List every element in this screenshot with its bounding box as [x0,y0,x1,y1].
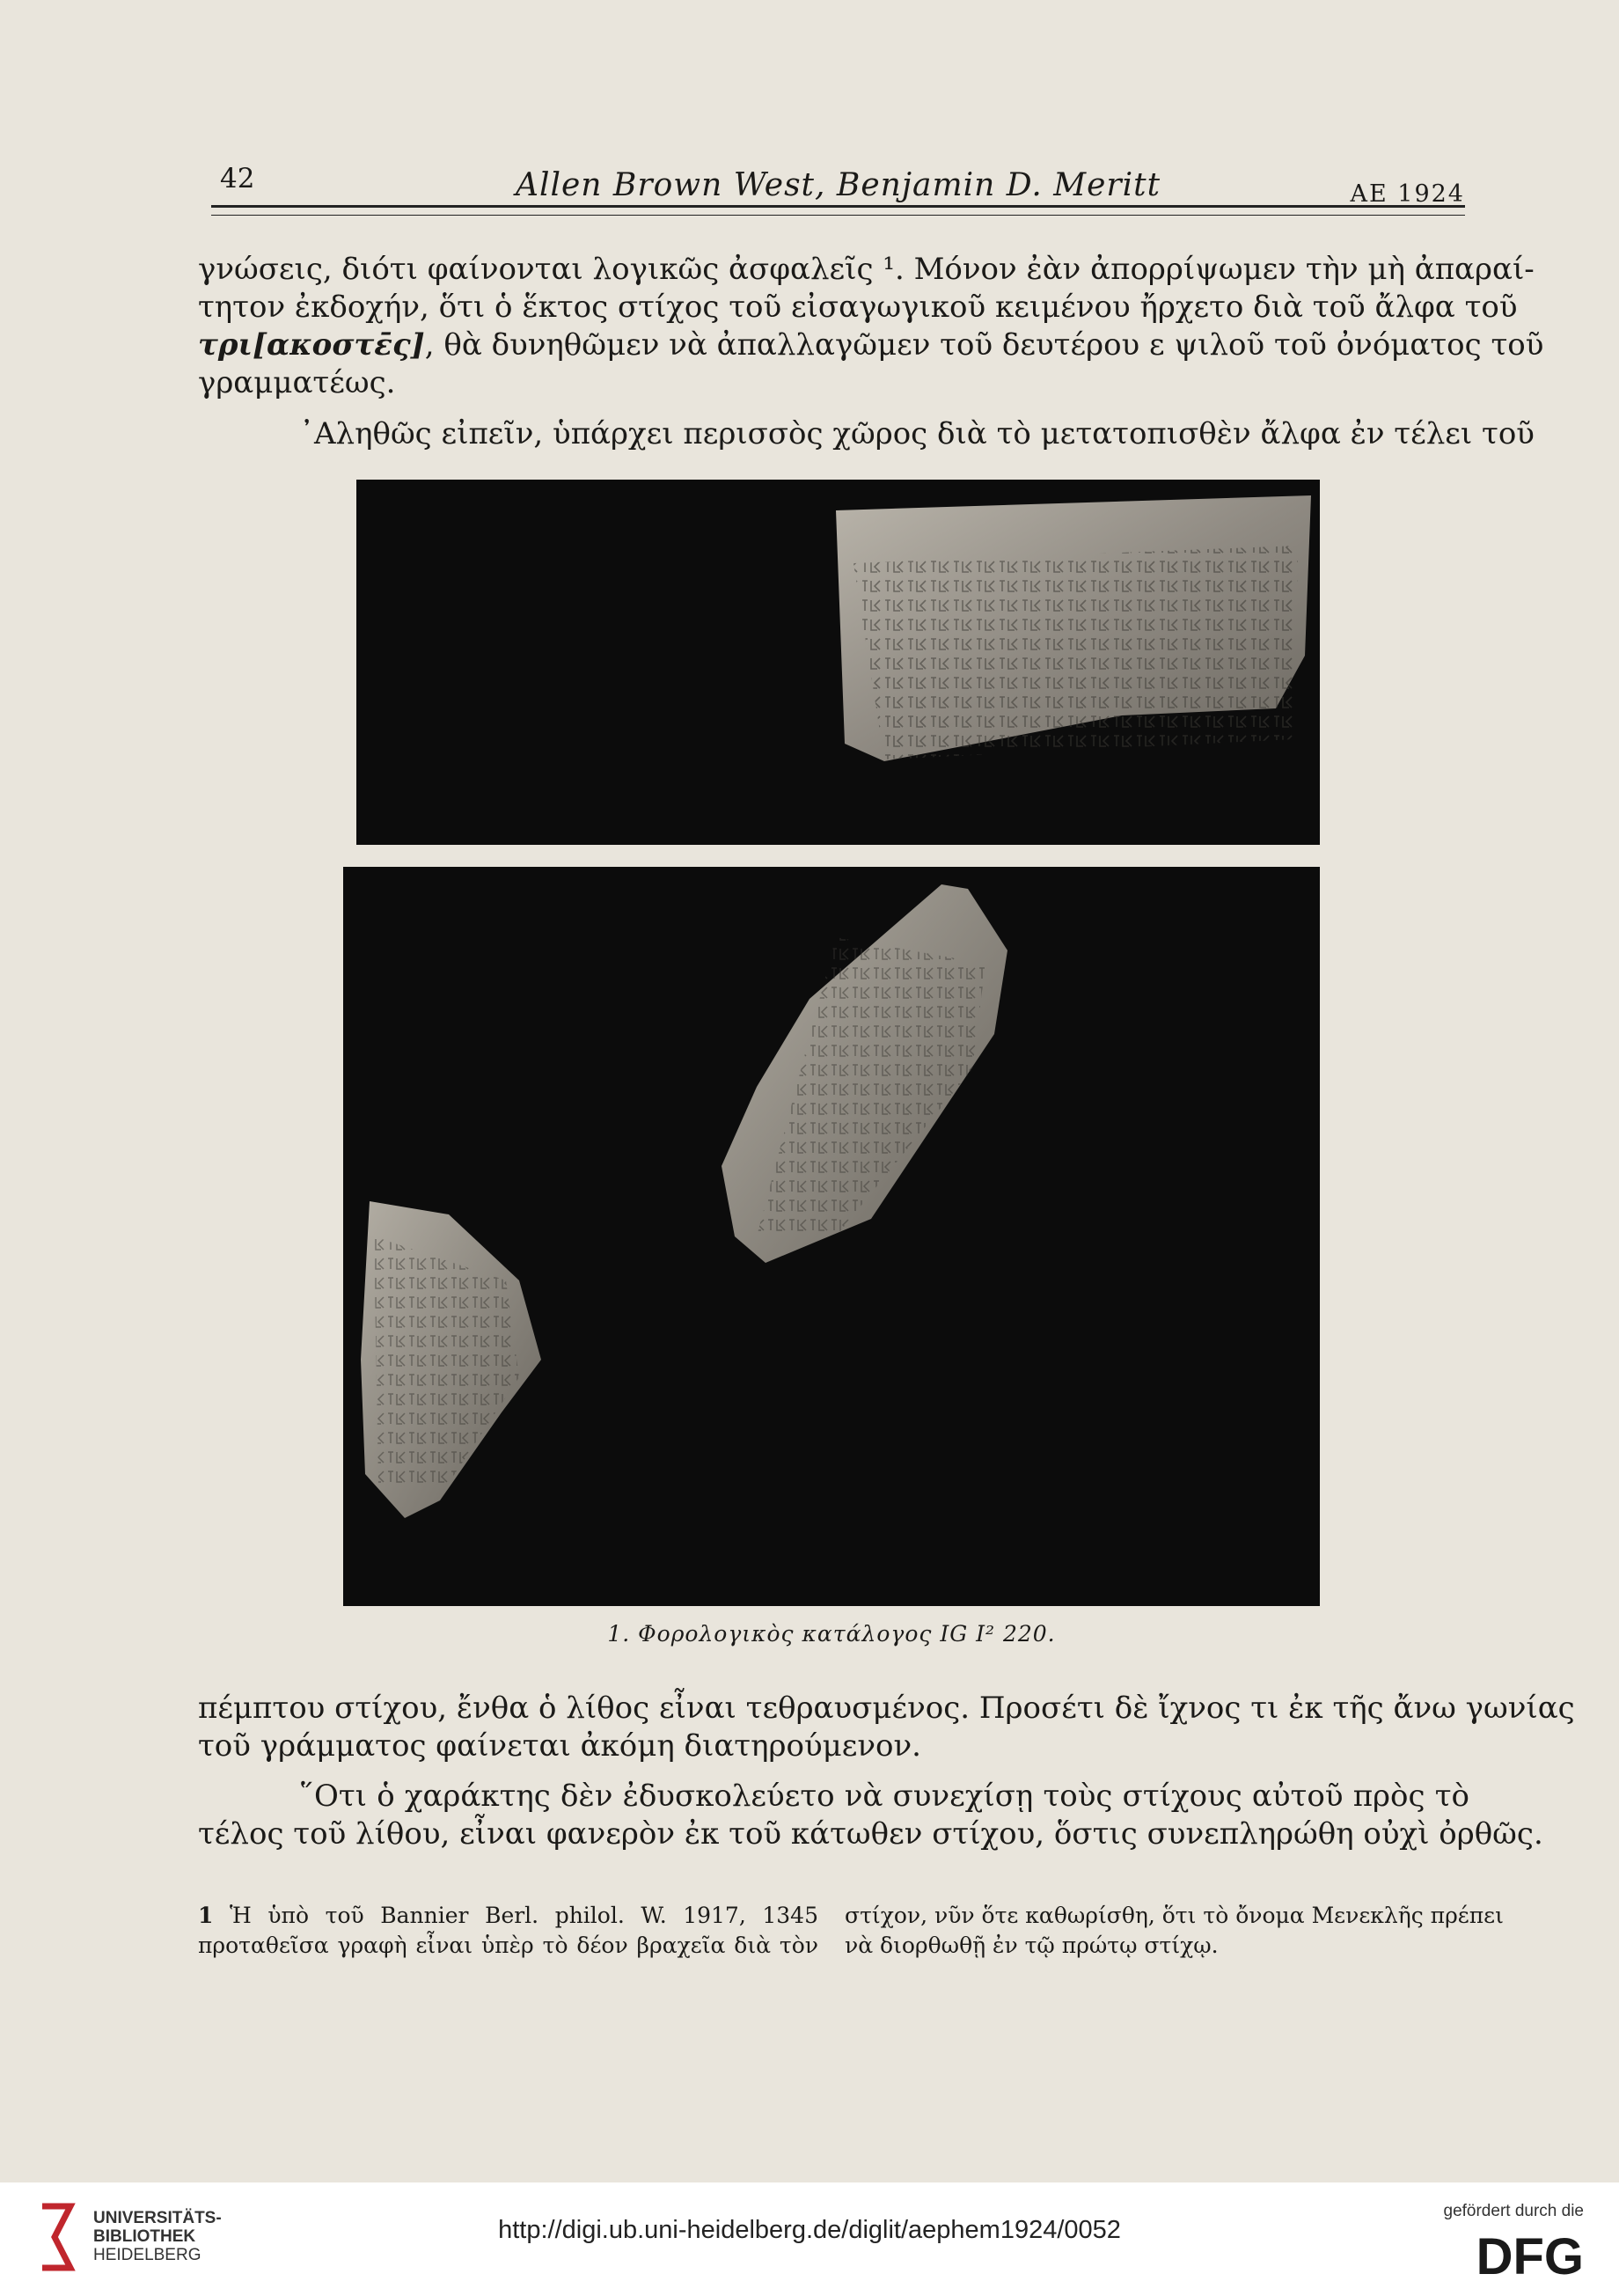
footnote-text: Ἡ ὑπὸ τοῦ Bannier Berl. philol. W. 1917, 1345 [229,1903,818,1928]
text-line: ᾿Αληθῶς εἰπεῖν, ὑπάρχει περισσὸς χῶρος διὰ τὸ μετατοπισθὲν ἄλφα ἐν τέλει τοῦ [299,416,1535,451]
text-line: γνώσεις, διότι φαίνονται λογικῶς ἀσφαλεῖς ¹. Μόνον ἐὰν ἀπορρίψωμεν τὴν μὴ ἀπαραί- [198,252,1535,287]
text-line: ῞Οτι ὁ χαράκτης δὲν ἐδυσκολεύετο νὰ συνεχίσῃ τοὺς στίχους αὐτοῦ πρὸς τὸ [299,1779,1469,1814]
stone-fragments-image [343,867,1320,1606]
dfg-logo-text: DFG [1476,2228,1584,2281]
restored-word: τρι[ακοστε̄ς] [198,327,425,363]
paragraph-4 [198,1778,1543,1853]
footnote-line: προταθεῖσα γραφὴ εἶναι ὑπὲρ τὸ δέον βραχεῖα διὰ τὸν [198,1933,818,1958]
footnote-marker: 1 [198,1903,214,1928]
inscription-photo-top [356,480,1320,845]
text-line: τοῦ γράμματος φαίνεται ἀκόμη διατηρούμενον. [198,1728,921,1764]
paragraph-2 [198,415,1535,453]
footnote-line: νὰ διορθωθῇ ἐν τῷ πρώτῳ στίχῳ. [845,1933,1219,1958]
text-line: γραμματέως. [198,365,396,400]
page-number: 42 [220,163,255,194]
text-line: τέλος τοῦ λίθου, εἶναι φανερὸν ἐκ τοῦ κάτωθεν στίχου, ὅστις συνεπληρώθη οὐχὶ ὀρθῶς. [198,1816,1543,1852]
text-line: τητον ἐκδοχήν, ὅτι ὁ ἕκτος στίχος τοῦ εἰσαγωγικοῦ κειμένου ἤρχετο διὰ τοῦ ἄλφα τοῦ [198,290,1518,325]
header-rule-thick [211,205,1465,208]
source-url-link[interactable]: http://digi.ub.uni-heidelberg.de/diglit/aephem1924/0052 [498,2216,1121,2244]
running-title: Allen Brown West, Benjamin D. Meritt [515,167,1161,203]
header-rule-thin [211,215,1465,216]
library-name-line: HEIDELBERG [93,2246,201,2264]
paragraph-3 [198,1690,1575,1765]
footnote-column-right [845,1901,1504,1961]
funding-note: gefördert durch die [1443,2202,1584,2220]
footnote-line: στίχον, νῦν ὅτε καθωρίσθη, ὅτι τὸ ὄνομα Μενεκλῆς πρέπει [845,1903,1504,1928]
stone-fragment-image [356,480,1320,845]
text-line: πέμπτου στίχου, ἔνθα ὁ λίθος εἶναι τεθραυσμένος. Προσέτι δὲ ἴχνος τι ἐκ τῆς ἄνω γωνίας [198,1691,1575,1726]
running-head [211,163,1465,216]
digitization-footer [0,2182,1619,2296]
library-name-line: BIBLIOTHEK [93,2227,196,2246]
footnote-column-left [198,1901,818,1961]
dfg-logo-icon[interactable] [1462,2228,1584,2281]
footnote-line [198,1901,818,1931]
library-name-line: UNIVERSITÄTS- [93,2209,222,2227]
figure-caption: 1. Φορολογικὸς κατάλογος IG I² 220. [607,1621,1056,1647]
text-fragment: , θὰ δυνηθῶμεν νὰ ἀπαλλαγῶμεν τοῦ δευτέρου ε ψιλοῦ τοῦ ὀνόματος τοῦ [424,327,1544,363]
paragraph-1 [198,251,1544,402]
inscription-photo-bottom [343,867,1320,1606]
text-line [198,326,1544,364]
journal-reference: ΑΕ 1924 [1350,180,1465,208]
